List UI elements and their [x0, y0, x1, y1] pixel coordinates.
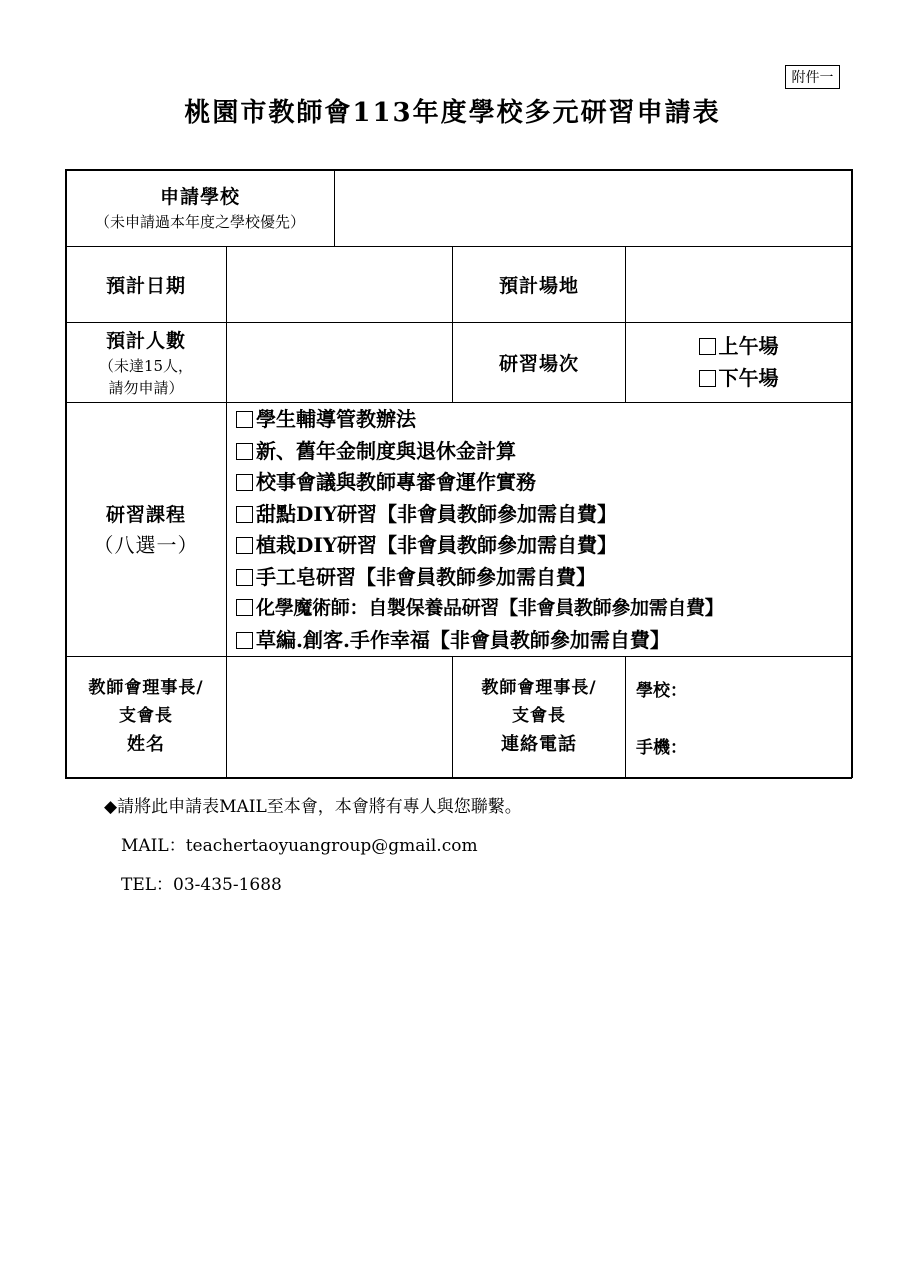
table-divider: [625, 656, 626, 778]
checkbox[interactable]: [236, 632, 253, 649]
table-border-right: [851, 169, 853, 778]
session-label-cell: [453, 323, 625, 402]
course-option[interactable]: [236, 593, 851, 625]
checkbox[interactable]: [236, 599, 253, 616]
footer-tel: TEL：03-435-1688: [121, 875, 282, 895]
headcount-label-cell: [66, 323, 226, 402]
course-option[interactable]: [236, 625, 851, 657]
date-input[interactable]: [227, 247, 452, 322]
session-options: [626, 323, 851, 402]
school-phone-input[interactable]: 學校：: [636, 681, 687, 701]
mobile-input[interactable]: 手機：: [636, 738, 687, 758]
school-label-cell: [66, 170, 334, 246]
course-option[interactable]: [236, 467, 851, 499]
table-border-bottom: [65, 777, 852, 779]
course-option[interactable]: [236, 562, 851, 594]
leader-name-input[interactable]: [227, 657, 452, 777]
venue-label-cell: [453, 247, 625, 322]
leader-phone-label: 支會長: [512, 706, 566, 726]
checkbox[interactable]: [236, 569, 253, 586]
venue-label: 預計場地: [498, 275, 579, 297]
course-options: [236, 403, 851, 656]
course-option[interactable]: [236, 499, 851, 531]
leader-phone-label: 教師會理事長/: [481, 678, 597, 698]
leader-name-label: 教師會理事長/: [88, 678, 204, 698]
course-option-label: 手工皂研習【非會員教師參加需自費】: [256, 564, 596, 589]
headcount-label: 預計人數: [105, 329, 186, 352]
course-label-cell: [66, 403, 226, 656]
checkbox[interactable]: [699, 338, 716, 355]
checkbox[interactable]: [236, 443, 253, 460]
course-option-label: 學生輔導管教辦法: [256, 407, 416, 431]
leader-name-label-cell: [66, 657, 226, 777]
school-input[interactable]: [335, 170, 851, 246]
venue-input[interactable]: [626, 247, 851, 322]
leader-name-label: 支會長: [119, 706, 173, 726]
footer-mail: MAIL：teachertaoyuangroup@gmail.com: [121, 836, 478, 856]
course-option-label: 甜點DIY研習【非會員教師參加需自費】: [256, 501, 617, 526]
date-label: 預計日期: [105, 275, 186, 297]
checkbox[interactable]: [699, 370, 716, 387]
attachment-label: 附件一: [785, 65, 840, 89]
checkbox[interactable]: [236, 411, 253, 428]
course-option[interactable]: [236, 530, 851, 562]
course-note: （八選一）: [93, 532, 199, 557]
checkbox[interactable]: [236, 506, 253, 523]
session-option-label: 下午場: [718, 365, 779, 390]
course-option[interactable]: [236, 404, 851, 436]
leader-phone-label-cell: [453, 657, 625, 777]
session-option-morning[interactable]: [699, 331, 779, 363]
leader-name-label: 姓名: [127, 734, 165, 755]
session-option-label: 上午場: [718, 334, 779, 358]
leader-phone-label: 連絡電話: [501, 734, 577, 755]
course-label: 研習課程: [105, 503, 186, 526]
course-option-label: 校事會議與教師專審會運作實務: [256, 470, 536, 494]
session-label: 研習場次: [498, 353, 579, 375]
course-option-label: 新、舊年金制度與退休金計算: [256, 438, 516, 463]
date-label-cell: [66, 247, 226, 322]
school-label: 申請學校: [159, 186, 240, 208]
course-option-label: 草編.創客.手作幸福【非會員教師參加需自費】: [256, 627, 670, 652]
checkbox[interactable]: [236, 537, 253, 554]
headcount-note: （未達15人，: [98, 356, 194, 375]
school-note: （未申請過本年度之學校優先）: [94, 213, 305, 231]
course-option-label: 植栽DIY研習【非會員教師參加需自費】: [256, 533, 617, 557]
page-title: 桃園市教師會113年度學校多元研習申請表: [184, 98, 721, 128]
headcount-input[interactable]: [227, 323, 452, 402]
session-option-afternoon[interactable]: [699, 363, 779, 395]
footer-note: ◆請將此申請表MAIL至本會，本會將有專人與您聯繫。: [104, 797, 522, 817]
course-option[interactable]: [236, 436, 851, 468]
checkbox[interactable]: [236, 474, 253, 491]
course-option-label: 化學魔術師：自製保養品研習【非會員教師參加需自費】: [256, 597, 724, 619]
headcount-note: 請勿申請）: [108, 378, 184, 397]
